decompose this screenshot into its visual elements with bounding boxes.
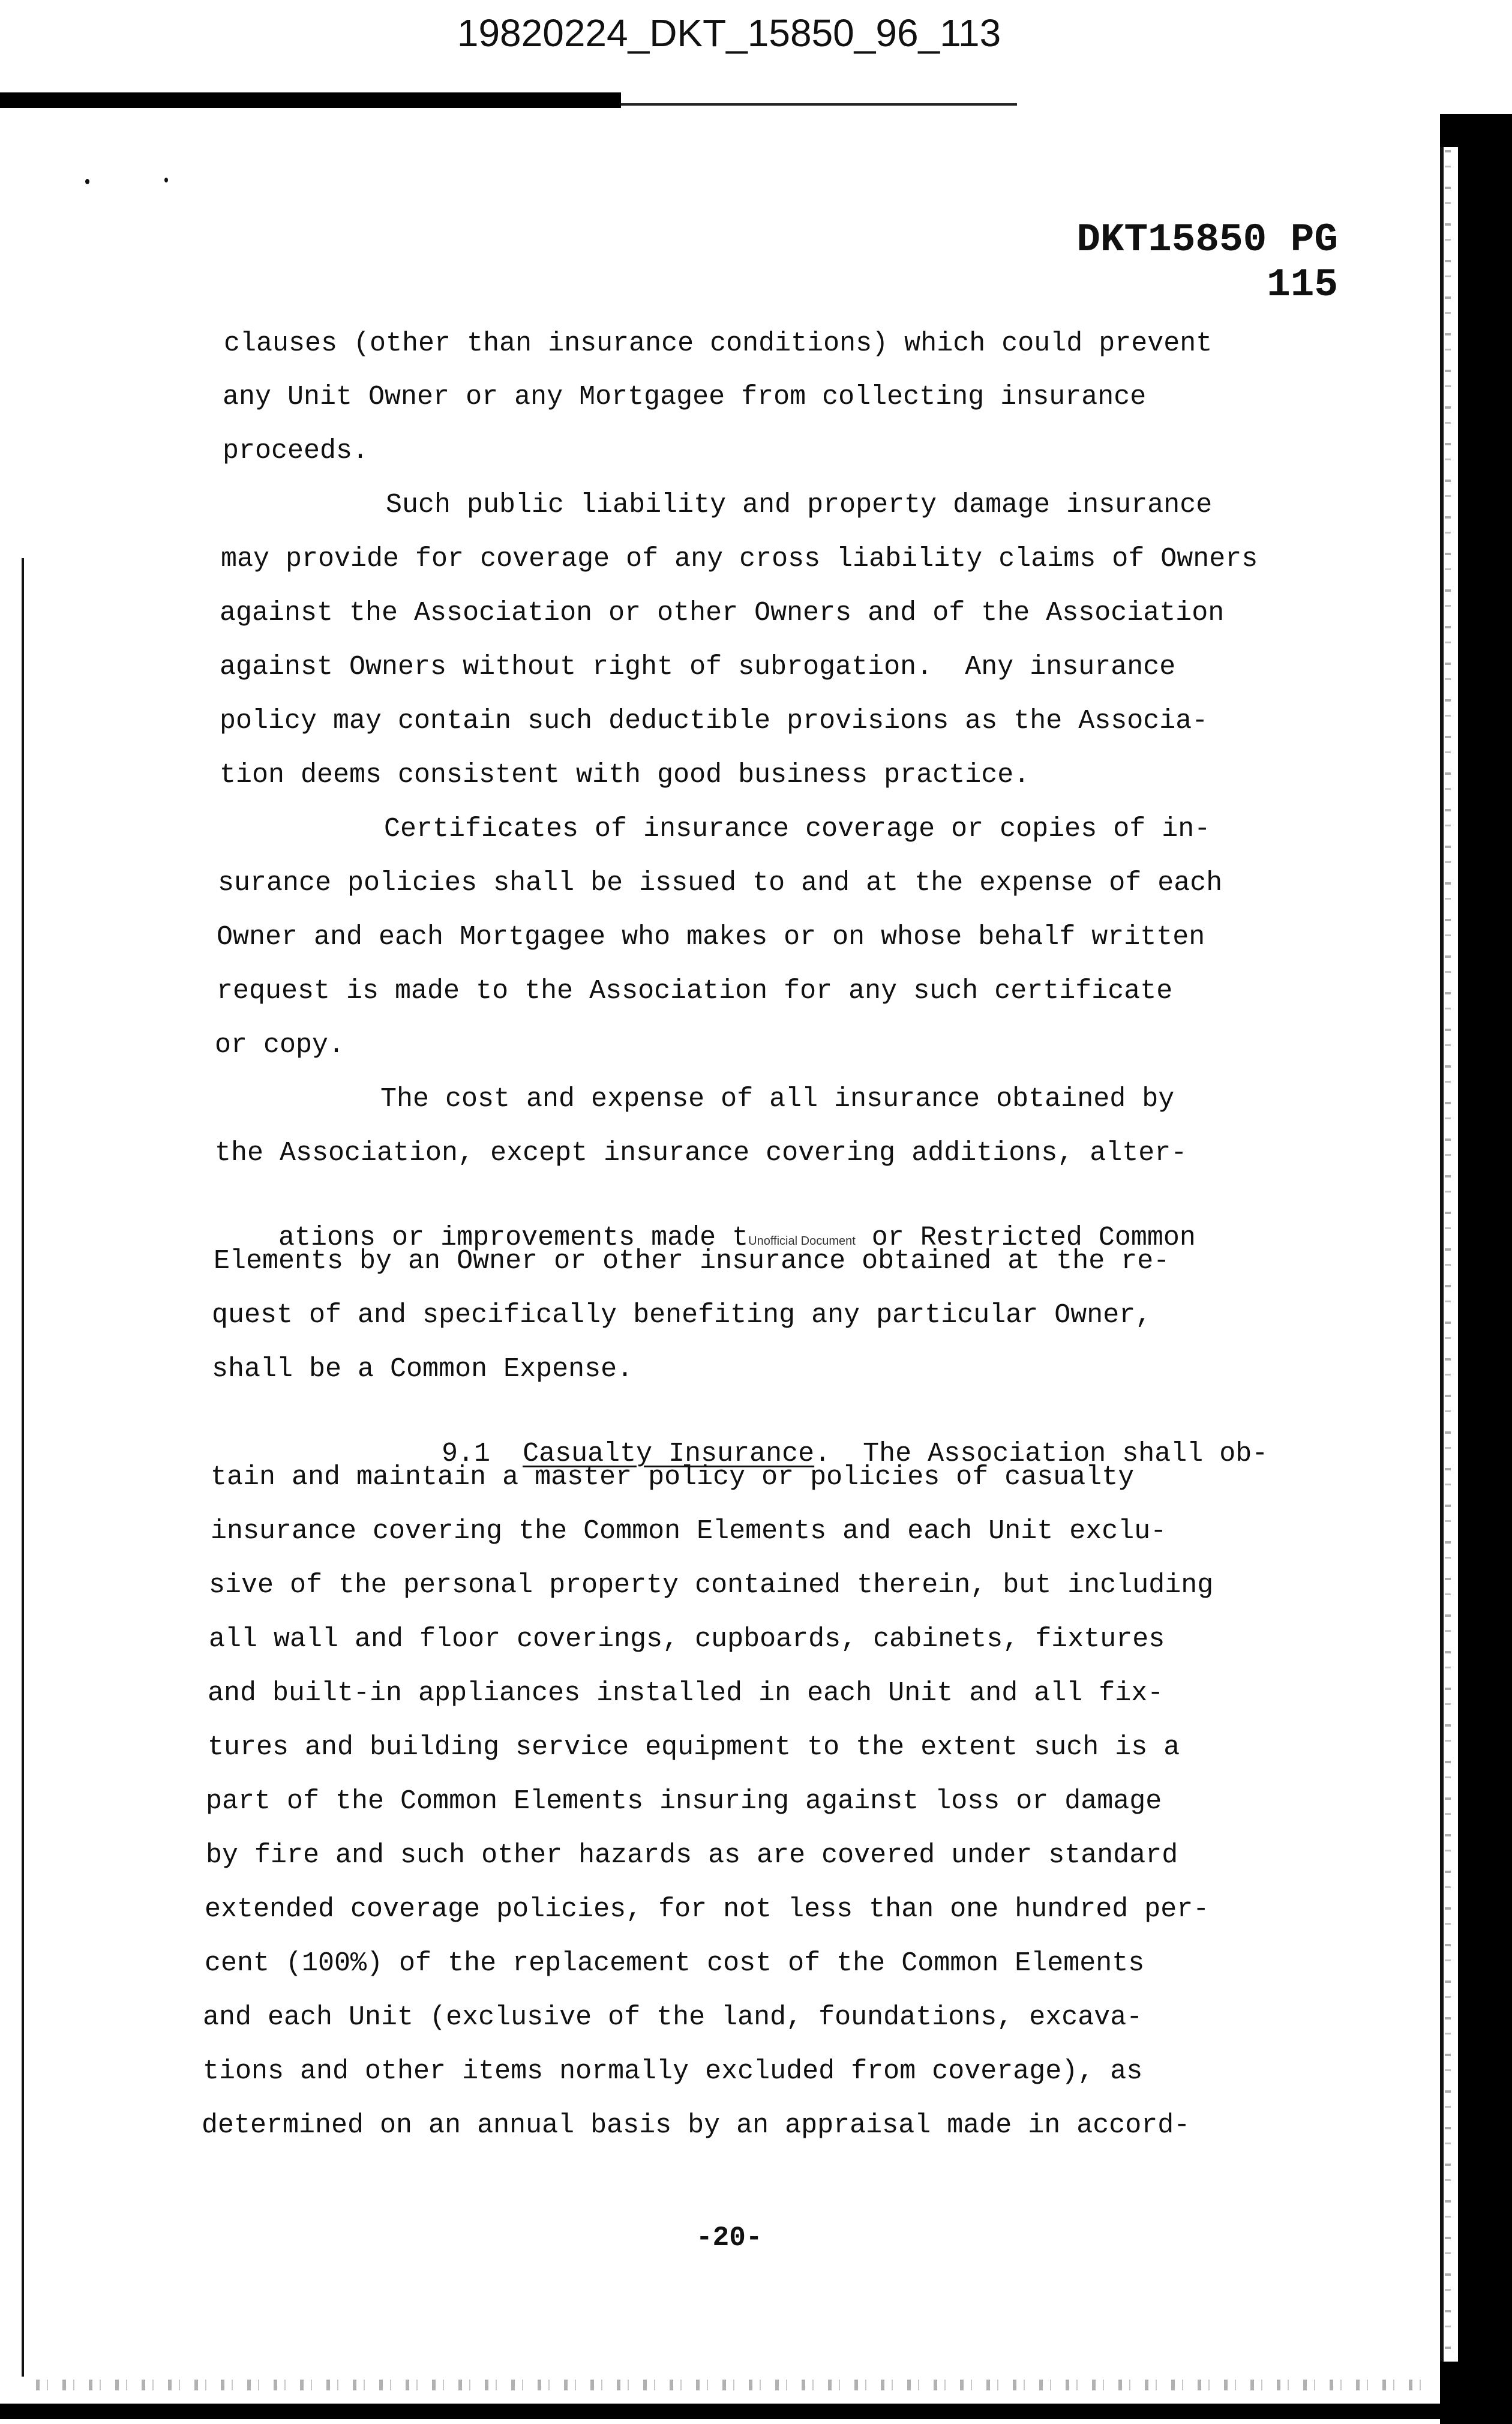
text-line: all wall and floor coverings, cupboards, cabinets, fixtures [209, 1624, 1165, 1655]
text-line: by fire and such other hazards as are covered under standard [206, 1840, 1178, 1871]
text-line: against Owners without right of subrogation. Any insurance [220, 652, 1176, 682]
text-line: tures and building service equipment to the extent such is a [208, 1732, 1180, 1763]
text-line: the Association, except insurance covering additions, alter- [215, 1138, 1187, 1168]
text-line: clauses (other than insurance conditions) which could prevent [224, 328, 1213, 359]
text-line: surance policies shall be issued to and at the expense of each [218, 868, 1223, 898]
text-fragment: ations or improvements made t [278, 1223, 749, 1253]
text-line: policy may contain such deductible provisions as the Associa- [220, 706, 1208, 736]
text-line: any Unit Owner or any Mortgagee from collecting insurance [223, 382, 1147, 412]
text-line: may provide for coverage of any cross liability claims of Owners [221, 544, 1258, 574]
text-line: cent (100%) of the replacement cost of the Common Elements [205, 1948, 1145, 1979]
text-line: Owner and each Mortgagee who makes or on whose behalf written [217, 922, 1205, 952]
text-line: Elements by an Owner or other insurance obtained at the re- [214, 1246, 1170, 1277]
text-line: part of the Common Elements insuring against loss or damage [206, 1786, 1162, 1817]
unofficial-stamp: Unofficial Document [748, 1235, 856, 1248]
text-line: request is made to the Association for any such certificate [217, 976, 1173, 1006]
text-line: and each Unit (exclusive of the land, foundations, excava- [203, 2002, 1143, 2033]
text-line: tions and other items normally excluded from coverage), as [203, 2056, 1143, 2087]
section-heading: Casualty Insurance [523, 1439, 815, 1469]
bottom-rule-thick [0, 2404, 1440, 2419]
text-line: The cost and expense of all insurance obtained by [380, 1084, 1175, 1114]
right-scan-noise [1445, 150, 1451, 2359]
text-line: quest of and specifically benefiting any particular Owner, [212, 1300, 1152, 1331]
text-fragment: . The Association shall ob- [814, 1439, 1268, 1469]
text-line: determined on an annual basis by an appraisal made in accord- [202, 2110, 1190, 2141]
section-number: 9.1 [442, 1439, 491, 1469]
text-line: Certificates of insurance coverage or copies of in- [384, 814, 1211, 844]
text-line: against the Association or other Owners and of the Association [220, 598, 1225, 628]
text-line: proceeds. [223, 436, 369, 466]
text-fragment: or Restricted Common [855, 1223, 1196, 1253]
docket-stamp: DKT15850 PG 115 [1076, 217, 1338, 307]
text-line: tion deems consistent with good business practice. [220, 760, 1030, 790]
text-line: tain and maintain a master policy or policies of casualty [211, 1462, 1135, 1493]
text-line: or copy. [215, 1030, 345, 1060]
page-number: -20- [696, 2222, 763, 2254]
text-line: shall be a Common Expense. [212, 1354, 634, 1385]
header-title: 19820224_DKT_15850_96_113 [457, 11, 1001, 55]
text-line: and built-in appliances installed in each Unit and all fix- [208, 1678, 1164, 1709]
text-line: Such public liability and property damage insurance [386, 490, 1213, 520]
text-line: extended coverage policies, for not less than one hundred per- [205, 1894, 1210, 1925]
text-line: sive of the personal property contained therein, but including [209, 1570, 1214, 1601]
text-line: insurance covering the Common Elements and each Unit exclu- [211, 1516, 1167, 1547]
bottom-speckle [36, 2380, 1434, 2390]
